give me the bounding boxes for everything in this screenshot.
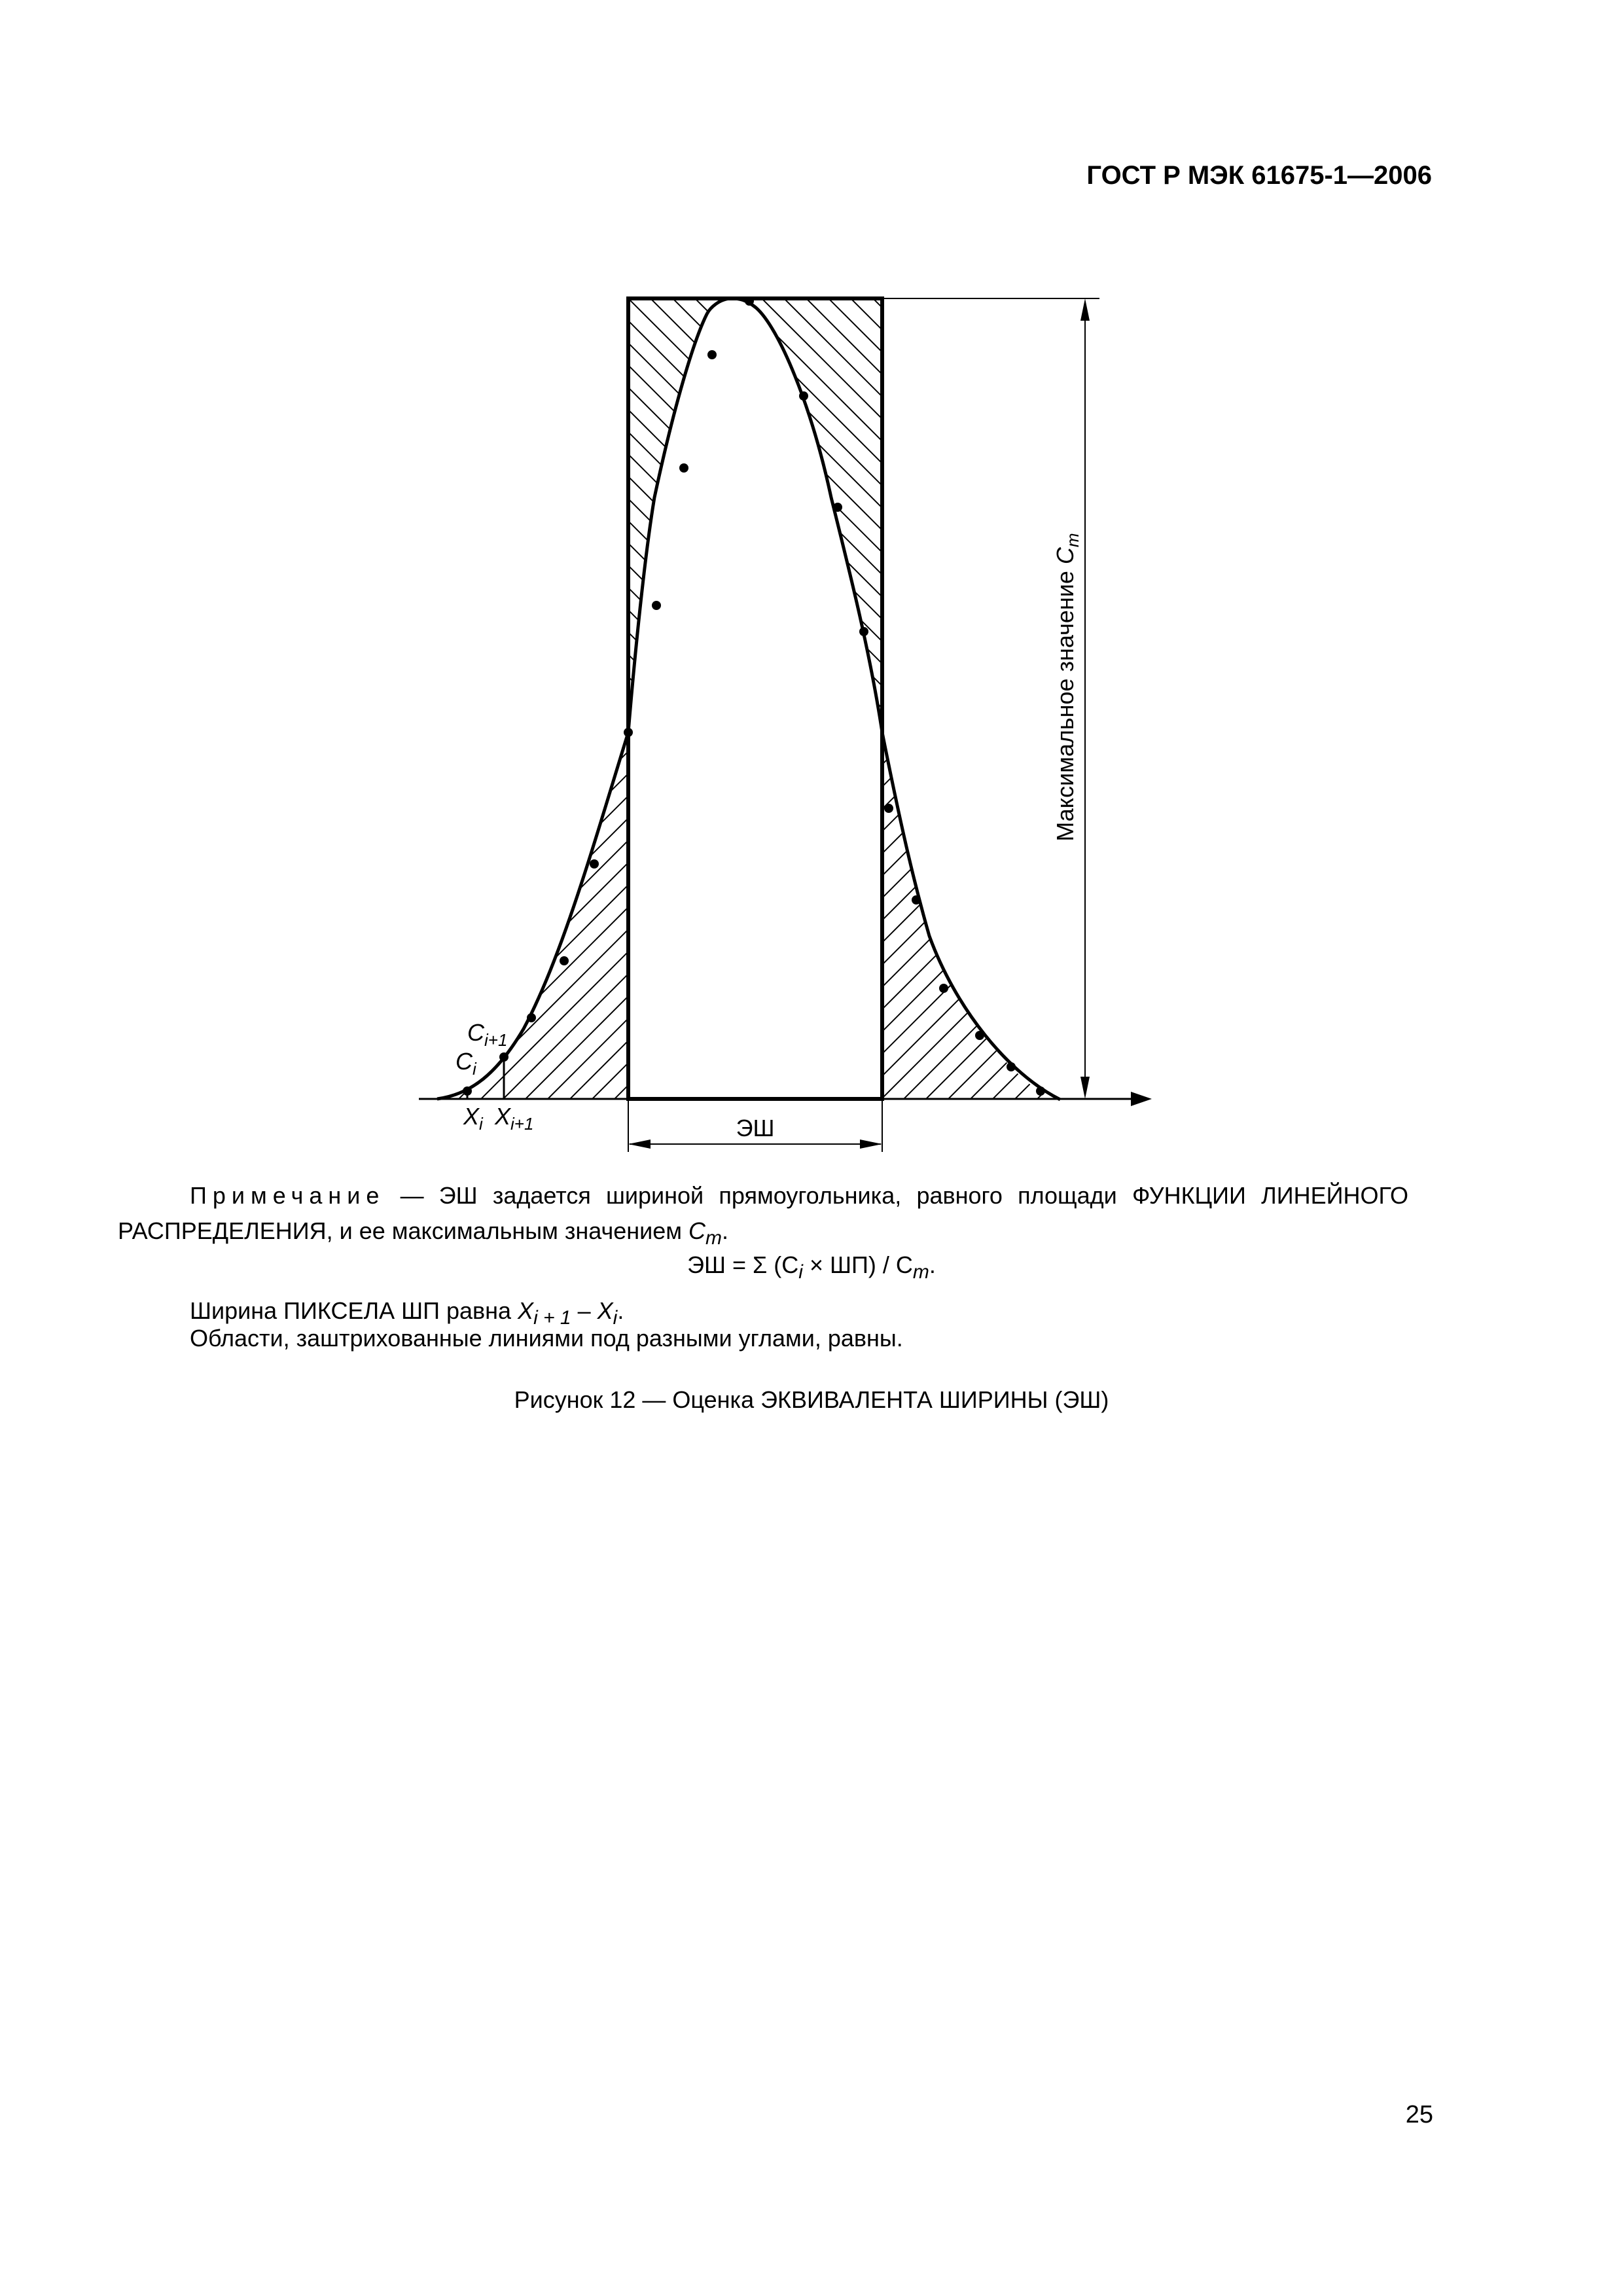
hatch-line: [0, 262, 462, 1165]
hatch-line: [0, 262, 873, 1165]
hatch-line: [0, 262, 840, 1165]
hatch-line: [1215, 262, 1623, 1165]
hatch-line: [0, 262, 507, 1165]
hatch-line: [124, 262, 1041, 1165]
max-arrow-bottom: [1080, 1077, 1090, 1099]
hatch-line: [0, 262, 851, 1165]
hatch-line: [0, 262, 651, 1165]
hatch-line: [0, 262, 539, 1165]
hatch-line: [1348, 262, 1623, 1165]
hatch-line: [0, 262, 418, 1165]
sample-points: [463, 296, 1045, 1096]
hatch-line: [0, 262, 272, 1165]
hatch-line: [46, 262, 962, 1165]
hatch-line: [691, 262, 1607, 1165]
hatch-line: [0, 262, 628, 1165]
hatch-line: [0, 262, 306, 1165]
hatch-line: [948, 262, 1623, 1165]
hatch-line: [0, 262, 784, 1165]
hatch-line: [1103, 262, 1623, 1165]
hatch-line: [58, 262, 974, 1165]
hatch-line: [725, 262, 1623, 1165]
hatch-line: [1, 262, 918, 1165]
hatch-line: [903, 262, 1623, 1165]
tail-hatching: [0, 262, 1623, 1165]
hatch-line: [847, 262, 1623, 1165]
hatch-line: [0, 262, 762, 1165]
hatch-line: [558, 262, 1474, 1165]
hatch-line: [0, 262, 161, 1165]
hatch-line: [0, 262, 729, 1165]
hatch-line: [0, 262, 806, 1165]
document-code: ГОСТ Р МЭК 61675-1—2006: [1086, 161, 1432, 190]
hatch-line: [0, 262, 339, 1165]
note-var: C: [688, 1217, 706, 1244]
label-c-i1: $C_{i+1}$: [467, 1019, 508, 1050]
hatch-line: [1170, 262, 1623, 1165]
label-x-i1: $X_{i+1}$: [495, 1103, 534, 1134]
pixel-width-line: Ширина ПИКСЕЛА ШП равна $X_{i + 1} - X_i$.: [190, 1297, 624, 1329]
page-number: 25: [1405, 2101, 1433, 2128]
hatch-line: [0, 262, 5, 1165]
hatch-line: [1526, 262, 1623, 1165]
hatch-line: [792, 262, 1623, 1165]
hatch-line: [0, 262, 606, 1165]
hatch-line: [0, 262, 640, 1165]
hatch-line: [0, 262, 50, 1165]
label-c-i: $C_i$: [455, 1048, 476, 1079]
hatch-line: [713, 262, 1623, 1165]
hatch-line: [1126, 262, 1623, 1165]
hatch-line: [1304, 262, 1623, 1165]
hatch-line: [246, 262, 1162, 1165]
hatch-line: [1003, 262, 1623, 1165]
hatch-line: [0, 262, 662, 1165]
hatch-line: [135, 262, 1051, 1165]
hatch-line: [313, 262, 1229, 1165]
label-esh: ЭШ: [736, 1115, 775, 1141]
hatch-line: [513, 262, 1429, 1165]
hatch-line: [1393, 262, 1623, 1165]
hatch-line: [1281, 262, 1623, 1165]
hatch-line: [0, 262, 205, 1165]
hatch-line: [0, 262, 829, 1165]
hatch-line: [0, 262, 695, 1165]
hatch-line: [0, 262, 484, 1165]
hatch-line: [1415, 262, 1623, 1165]
hatch-line: [325, 262, 1241, 1165]
label-x-i: $X_i$: [463, 1103, 483, 1134]
hatch-line: [68, 262, 984, 1165]
hatch-line: [0, 262, 294, 1165]
hatch-line: [1259, 262, 1623, 1165]
hatch-line: [992, 262, 1623, 1165]
hatch-line: [0, 262, 72, 1165]
hatch-line: [0, 262, 329, 1165]
hatch-line: [881, 262, 1623, 1165]
hatch-line: [0, 262, 818, 1165]
note-var-sub: m: [705, 1227, 722, 1249]
hatch-line: [547, 262, 1463, 1165]
hatch-line: [268, 262, 1185, 1165]
hatch-line: [681, 262, 1597, 1165]
hatch-line: [0, 262, 618, 1165]
hatch-line: [191, 262, 1107, 1165]
hatch-line: [1237, 262, 1623, 1165]
hatch-line: [0, 262, 351, 1165]
inner-hatching: [0, 262, 1623, 1165]
hatch-line: [802, 262, 1623, 1165]
hatch-line: [0, 262, 774, 1165]
hatch-line: [0, 262, 361, 1165]
hatch-line: [113, 262, 1029, 1165]
hatch-line: [636, 262, 1552, 1165]
hatch-line: [1504, 262, 1623, 1165]
hatch-line: [0, 262, 473, 1165]
equivalent-rectangle: [628, 298, 882, 1099]
hatch-line: [891, 262, 1623, 1165]
hatch-line: [535, 262, 1452, 1165]
hatch-line: [580, 262, 1496, 1165]
hatch-line: [0, 262, 250, 1165]
hatch-line: [0, 262, 139, 1165]
hatch-line: [758, 262, 1623, 1165]
hatch-line: [0, 262, 373, 1165]
esh-formula: ЭШ = Σ $(C_i \times ШП) / C_m$.: [687, 1251, 936, 1283]
hatch-line: [258, 262, 1174, 1165]
hatch-line: [446, 262, 1363, 1165]
hatch-line: [624, 262, 1541, 1165]
hatch-line: [469, 262, 1385, 1165]
hatch-line: [369, 262, 1285, 1165]
hatch-line: [80, 262, 996, 1165]
x-axis-arrowhead: [1131, 1092, 1152, 1106]
hatch-line: [0, 262, 183, 1165]
hatch-line: [0, 262, 796, 1165]
note-prefix: Примечание: [190, 1182, 385, 1209]
hatch-line: [1025, 262, 1623, 1165]
hatch-line: [569, 262, 1486, 1165]
hatch-line: [703, 262, 1619, 1165]
max-arrow-top: [1080, 298, 1090, 321]
hatch-line: [1437, 262, 1623, 1165]
hatch-line: [0, 262, 406, 1165]
hatch-line: [0, 262, 895, 1165]
hatch-line: [525, 262, 1441, 1165]
hatch-line: [0, 262, 529, 1165]
hatch-line: [0, 262, 284, 1165]
hatch-line: [936, 262, 1623, 1165]
hatch-line: [0, 262, 596, 1165]
lsf-curve: [437, 298, 1060, 1100]
hatch-line: [0, 262, 440, 1165]
hatch-line: [0, 262, 685, 1165]
figure-caption: Рисунок 12 — Оценка ЭКВИВАЛЕНТА ШИРИНЫ (ЭШ): [514, 1386, 1109, 1413]
hatch-line: [814, 262, 1623, 1165]
hatch-line: [914, 262, 1623, 1165]
hatch-line: [0, 262, 228, 1165]
hatch-line: [503, 262, 1419, 1165]
hatch-line: [0, 262, 383, 1165]
hatch-line: [658, 262, 1575, 1165]
hatch-areas-line: Области, заштрихованные линиями под разными углами, равны.: [190, 1325, 903, 1352]
hatch-line: [736, 262, 1623, 1165]
hatch-line: [1059, 262, 1623, 1165]
hatch-line: [0, 262, 262, 1165]
hatch-line: [836, 262, 1623, 1165]
note-paragraph: [118, 1178, 1408, 1256]
hatch-line: [0, 262, 94, 1165]
hatch-line: [0, 262, 863, 1165]
hatch-line: [0, 262, 450, 1165]
hatch-line: [1548, 262, 1623, 1165]
hatch-line: [592, 262, 1508, 1165]
hatch-line: [1192, 262, 1623, 1165]
hatch-line: [147, 262, 1063, 1165]
hatch-line: [0, 262, 428, 1165]
hatch-line: [1370, 262, 1623, 1165]
label-max-value: Максимальное значение $C_m$: [1052, 533, 1082, 842]
hatch-line: [224, 262, 1140, 1165]
hatch-line: [236, 262, 1152, 1165]
hatch-line: [1037, 262, 1623, 1165]
hatch-line: [925, 262, 1623, 1165]
note-dash: —: [385, 1182, 439, 1209]
hatch-line: [1459, 262, 1623, 1165]
hatch-line: [90, 262, 1007, 1165]
hatch-line: [302, 262, 1219, 1165]
hatch-line: [213, 262, 1130, 1165]
hatch-line: [1014, 262, 1623, 1165]
hatch-line: [647, 262, 1563, 1165]
hatch-line: [0, 262, 885, 1165]
hatch-line: [0, 262, 573, 1165]
hatch-line: [1081, 262, 1623, 1165]
hatch-line: [0, 262, 116, 1165]
hatch-line: [157, 262, 1073, 1165]
hatch-line: [770, 262, 1623, 1165]
hatch-line: [825, 262, 1623, 1165]
hatch-line: [1326, 262, 1623, 1165]
hatch-line: [0, 262, 907, 1165]
hatch-line: [1148, 262, 1623, 1165]
hatch-line: [1482, 262, 1623, 1165]
hatch-line: [0, 262, 717, 1165]
esh-arrow-right: [860, 1139, 882, 1149]
hatch-line: [0, 262, 517, 1165]
hatch-line: [0, 262, 395, 1165]
note-end: .: [722, 1217, 729, 1244]
hatch-line: [35, 262, 952, 1165]
hatch-line: [0, 262, 27, 1165]
hatch-line: [0, 262, 707, 1165]
hatch-line: [0, 262, 584, 1165]
esh-arrow-left: [628, 1139, 651, 1149]
hatch-line: [0, 262, 317, 1165]
hatch-line: [0, 262, 495, 1165]
note-text: ЭШ задается шириной прямоугольника, равного площади ФУНКЦИИ ЛИНЕЙНОГО РАСПРЕДЕЛЕНИЯ, и ее максимальным значением: [118, 1182, 1408, 1244]
